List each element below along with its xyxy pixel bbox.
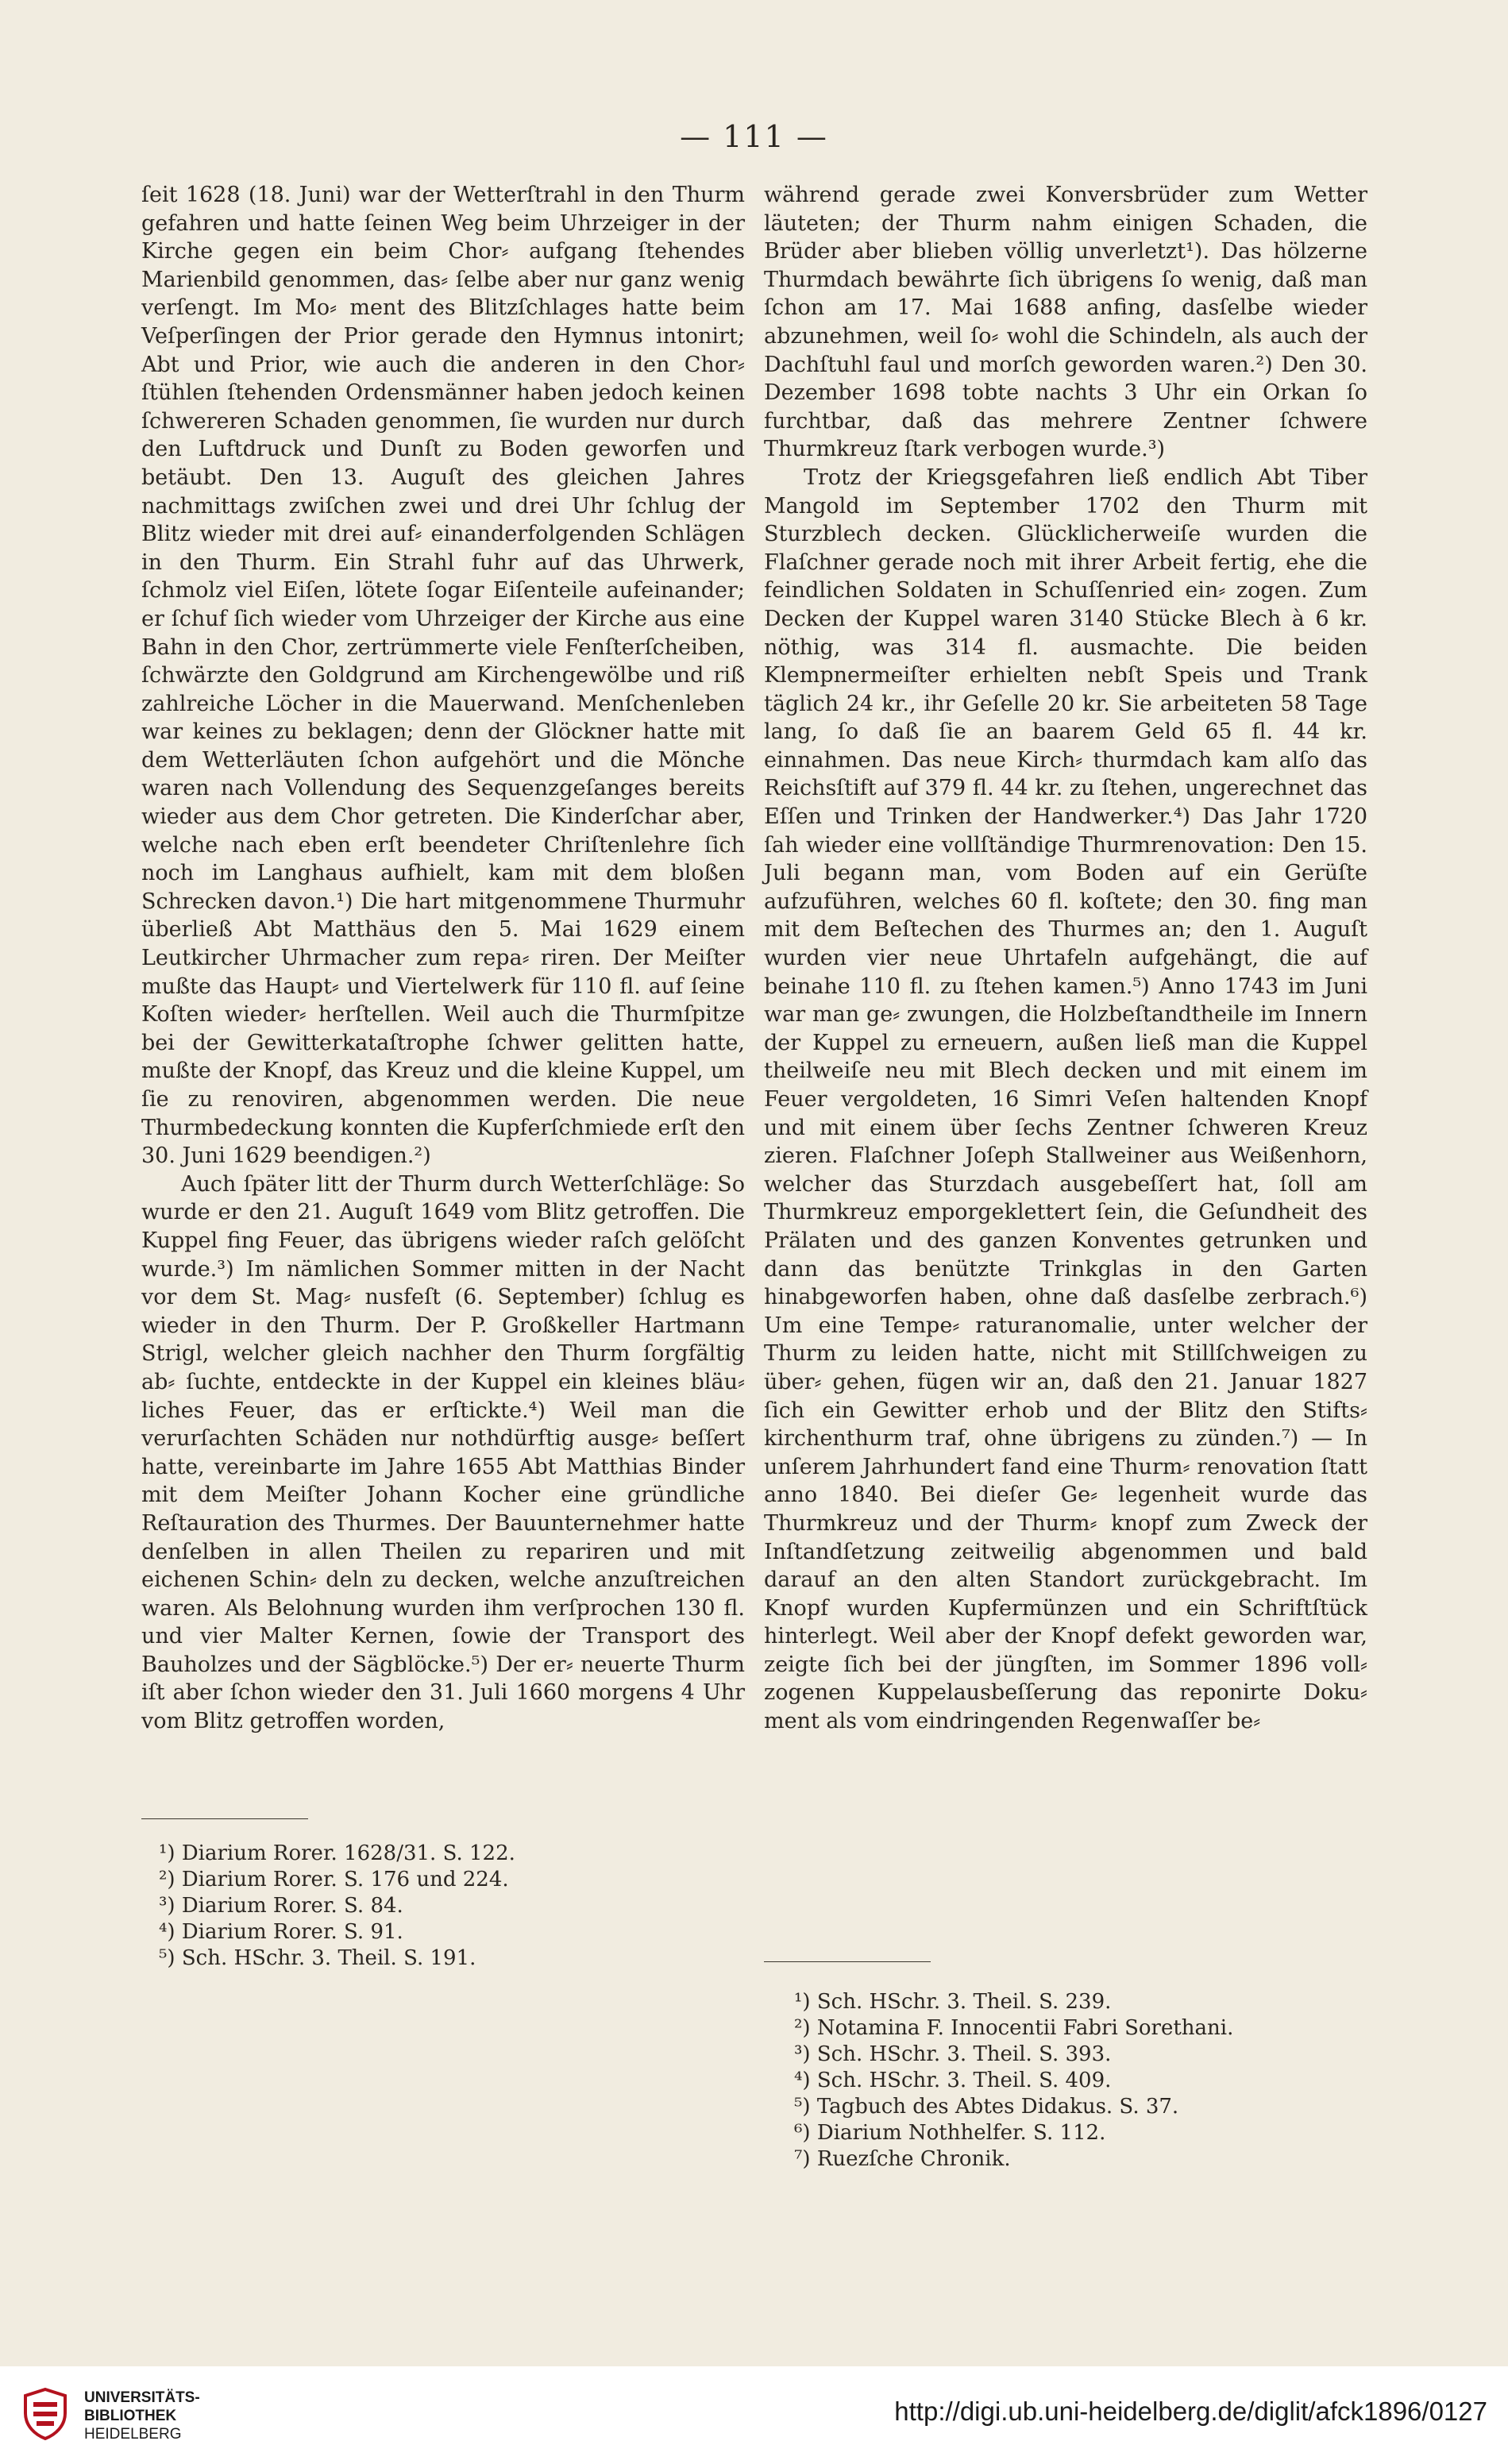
footnote: ⁶) Diarium Nothhelfer. S. 112.: [794, 2121, 1106, 2145]
paragraph: ſeit 1628 (18. Juni) war der Wetterſtrahl in den Thurm gefahren und hatte ſeinen Weg beim Uhrzeiger in der Kirche gegen ein beim Chor⸗ aufgang ſtehendes Marienbild genommen, das⸗ ſelbe aber nur ganz wenig verſengt. Im Mo⸗ ment des Blitzſchlages hatte beim Veſperſingen der Prior gerade den Hymnus intonirt; Abt und Prior, wie auch die anderen in den Chor⸗ ſtühlen ſtehenden Ordensmänner haben jedoch keinen ſchwereren Schaden genommen, ſie wurden nur durch den Luftdruck und Dunſt zu Boden geworfen und betäubt. Den 13. Auguſt des gleichen Jahres nachmittags zwiſchen zwei und drei Uhr ſchlug der Blitz wieder mit drei auf⸗ einanderfolgenden Schlägen in den Thurm. Ein Strahl fuhr auf das Uhrwerk, ſchmolz viel Eiſen, lötete ſogar Eiſenteile aufeinander; er ſchuf ſich wieder vom Uhrzeiger der Kirche aus eine Bahn in den Chor, zertrümmerte viele Fenſterſcheiben, ſchwärzte den Goldgrund am Kirchengewölbe und riß zahlreiche Löcher in die Mauerwand. Menſchenleben war keines zu beklagen; denn der Glöckner hatte mit dem Wetterläuten ſchon aufgehört und die Mönche waren nach Vollendung des Sequenzgeſanges bereits wieder aus dem Chor getreten. Die Kinderſchar aber, welche nach eben erſt beendeter Chriſtenlehre ſich noch im Langhaus aufhielt, kam mit dem bloßen Schrecken davon.¹) Die hart mitgenommene Thurmuhr überließ Abt Matthäus den 5. Mai 1629 einem Leutkircher Uhrmacher zum repa⸗ riren. Der Meiſter mußte das Haupt⸗ und Viertelwerk für 110 fl. auf ſeine Koſten wieder⸗ herſtellen. Weil auch die Thurmſpitze bei der Gewitterkataſtrophe ſchwer gelitten hatte, mußte der Knopf, das Kreuz und die kleine Kuppel, um ſie zu renoviren, abgenommen werden. Die neue Thurmbedeckung konnten die Kupferſchmiede erſt den 30. Juni 1629 beendigen.²): [141, 183, 745, 1169]
right-text-column: [764, 181, 1367, 1736]
footnote: ⁵) Tagbuch des Abtes Didakus. S. 37.: [794, 2095, 1179, 2119]
library-name: [84, 2389, 200, 2443]
library-name-line: UNIVERSITÄTS-: [84, 2389, 200, 2406]
footnote: ⁷) Ruezſche Chronik.: [794, 2147, 1011, 2171]
footnote: ⁴) Sch. HSchr. 3. Theil. S. 409.: [794, 2069, 1112, 2092]
library-name-line: HEIDELBERG: [84, 2426, 182, 2443]
footnote-divider: [764, 1961, 931, 1962]
footnote-divider: [141, 1818, 308, 1819]
footnote: ⁴) Diarium Rorer. S. 91.: [159, 1920, 403, 1944]
source-url-link[interactable]: http://digi.ub.uni-heidelberg.de/diglit/afck1896/0127: [894, 2397, 1487, 2426]
paragraph: Trotz der Kriegsgefahren ließ endlich Abt Tiber Mangold im September 1702 den Thurm mit Sturzblech decken. Glücklicherweiſe wurden die Flaſchner gerade noch mit ihrer Arbeit fertig, ehe die feindlichen Soldaten in Schuſſenried ein⸗ zogen. Zum Decken der Kuppel waren 3140 Stücke Blech à 6 kr. nöthig, was 314 fl. ausmachte. Die beiden Klempnermeiſter erhielten nebſt Speis und Trank täglich 24 kr., ihr Geſelle 20 kr. Sie arbeiteten 58 Tage lang, ſo daß ſie an baarem Geld 65 fl. 44 kr. einnahmen. Das neue Kirch⸗ thurmdach kam alſo das Reichsſtift auf 379 fl. 44 kr. zu ſtehen, ungerechnet das Eſſen und Trinken der Handwerker.⁴) Das Jahr 1720 ſah wieder eine vollſtändige Thurmrenovation: Den 15. Juli begann man, vom Boden auf ein Gerüſte aufzuführen, welches 60 fl. koſtete; den 30. fing man mit dem Beſtechen des Thurmes an; den 1. Auguſt wurden vier neue Uhrtafeln aufgehängt, die auf beinahe 110 fl. zu ſtehen kamen.⁵) Anno 1743 im Juni war man ge⸗ zwungen, die Holzbeſtandtheile im Innern der Kuppel zu erneuern, außen ließ man die Kuppel theilweiſe neu mit Blech decken und mit einem im Feuer vergoldeten, 16 Simri Veſen haltenden Knopf und mit einem über ſechs Zentner ſchweren Kreuz zieren. Flaſchner Joſeph Stallweiner aus Weißenhorn, welcher das Sturzdach ausgebeſſert hat, ſoll am Thurmkreuz emporgeklettert ſein, die Geſundheit des Prälaten und des ganzen Konventes getrunken und dann das benützte Trinkglas in den Garten hinabgeworfen haben, ohne daß dasſelbe zerbrach.⁶) Um eine Tempe⸗ raturanomalie, unter welcher der Thurm zu leiden hatte, nicht mit Stillſchweigen zu über⸗ gehen, fügen wir an, daß den 21. Januar 1827 ſich ein Gewitter erhob und der Blitz den Stifts⸗ kirchenthurm traf, ohne übrigens zu zünden.⁷) — In unſerem Jahrhundert fand eine Thurm⸗ renovation ſtatt anno 1840. Bei dieſer Ge⸗ legenheit wurde das Thurmkreuz und der Thurm⸗ knopf zum Zweck der Inſtandſetzung zeitweilig abgenommen und bald darauf an den alten Standort zurückgebracht. Im Knopf wurden Kupfermünzen und ein Schriftſtück hinterlegt. Weil aber der Knopf defekt geworden war, zeigte ſich bei der jüngſten, im Sommer 1896 voll⸗ zogenen Kuppelausbeſſerung das reponirte Doku⸗ ment als vom eindringenden Regenwaſſer be⸗: [764, 465, 1367, 1734]
paragraph: Auch ſpäter litt der Thurm durch Wetterſchläge: So wurde er den 21. Auguſt 1649 vom Blitz getroffen. Die Kuppel fing Feuer, das übrigens wieder raſch gelöſcht wurde.³) Im nämlichen Sommer mitten in der Nacht vor dem St. Mag⸗ nusfeſt (6. September) ſchlug es wieder in den Thurm. Der P. Großkeller Hartmann Strigl, welcher gleich nachher den Thurm ſorgfältig ab⸗ ſuchte, entdeckte in der Kuppel ein kleines bläu⸗ liches Feuer, das er erſtickte.⁴) Weil man die verurſachten Schäden nur nothdürftig ausge⸗ beſſert hatte, vereinbarte im Jahre 1655 Abt Matthias Binder mit dem Meiſter Johann Kocher eine gründliche Reſtauration des Thurmes. Der Bauunternehmer hatte denſelben in allen Theilen zu repariren und mit eichenen Schin⸗ deln zu decken, welche anzuſtreichen waren. Als Belohnung wurden ihm verſprochen 130 fl. und vier Malter Kernen, ſowie der Transport des Bauholzes und der Sägblöcke.⁵) Der er⸗ neuerte Thurm iſt aber ſchon wieder den 31. Juli 1660 morgens 4 Uhr vom Blitz getroffen worden,: [141, 1171, 745, 1734]
left-text-column: [141, 181, 745, 1736]
library-name-line: BIBLIOTHEK: [84, 2408, 177, 2424]
footnotes-right: [794, 1989, 1366, 2173]
heidelberg-university-library-logo-icon[interactable]: [17, 2386, 73, 2442]
paragraph: während gerade zwei Konversbrüder zum Wetter läuteten; der Thurm nahm einigen Schaden, die Brüder aber blieben völlig unverletzt¹). Das hölzerne Thurmdach bewährte ſich übrigens ſo wenig, daß man ſchon am 17. Mai 1688 anfing, dasſelbe wieder abzunehmen, weil ſo⸗ wohl die Schindeln, als auch der Dachſtuhl faul und morſch geworden waren.²) Den 30. Dezember 1698 tobte nachts 3 Uhr ein Orkan ſo furchtbar, daß das mehrere Zentner ſchwere Thurmkreuz ſtark verbogen wurde.³): [764, 183, 1367, 462]
footnote: ³) Diarium Rorer. S. 84.: [159, 1894, 403, 1918]
footnote: ³) Sch. HSchr. 3. Theil. S. 393.: [794, 2042, 1112, 2066]
footnote: ²) Notamina F. Innocentii Fabri Sorethani.: [794, 2016, 1234, 2040]
footnotes-left: [159, 1841, 715, 1972]
footnote: ⁵) Sch. HSchr. 3. Theil. S. 191.: [159, 1946, 476, 1970]
page-number: — 111 —: [680, 119, 828, 154]
footnote: ¹) Diarium Rorer. 1628/31. S. 122.: [159, 1841, 515, 1865]
footnote: ²) Diarium Rorer. S. 176 und 224.: [159, 1868, 509, 1891]
footnote: ¹) Sch. HSchr. 3. Theil. S. 239.: [794, 1990, 1112, 2014]
